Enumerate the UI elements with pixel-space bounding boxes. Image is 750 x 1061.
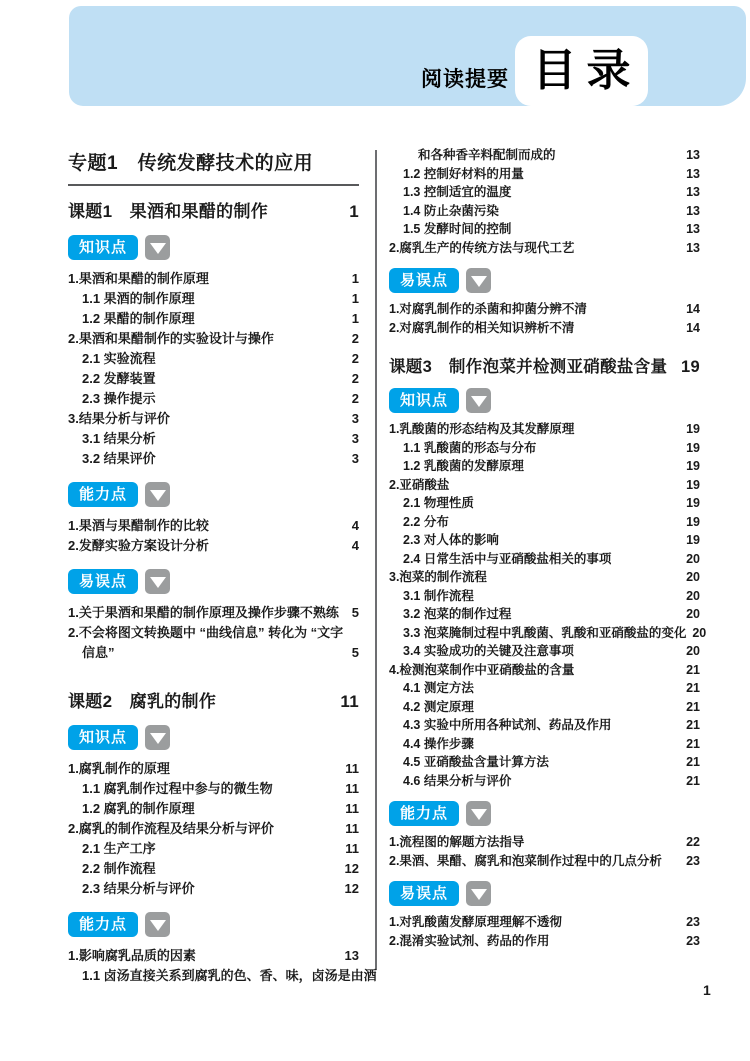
toc-item-text: 2.1 生产工序 [82,841,156,856]
lesson-title: 课题2 腐乳的制作 [68,692,217,711]
toc-item-page-number: 23 [686,915,700,929]
toc-item [389,420,700,439]
lesson-heading [68,197,359,222]
triangle-down-icon [466,881,491,906]
toc-item [68,946,359,966]
toc-item-text: 2.3 对人体的影响 [403,533,499,547]
triangle-down-icon [145,569,170,594]
triangle-down-icon [145,235,170,260]
lesson-title: 课题3 制作泡菜并检测亚硝酸盐含量 [389,358,668,376]
toc-item-page-number: 19 [686,496,700,510]
toc-item-text: 1.果酒与果醋制作的比较 [68,518,209,533]
toc-item-text: 1.4 防止杂菌污染 [403,203,499,218]
toc-item-page-number: 19 [686,477,700,492]
toc-item-text: 2.混淆实验试剂、药品的作用 [389,933,550,948]
toc-item [389,531,700,550]
toc-item [68,779,359,799]
toc-item-page-number: 19 [686,422,700,436]
toc-item [389,661,700,680]
toc-item-text: 4.检测泡菜制作中亚硝酸盐的含量 [389,662,575,677]
toc-item-text: 2.2 发酵装置 [82,371,156,386]
toc-item-page-number: 14 [686,320,700,335]
lesson-heading [389,353,700,377]
toc-item [389,735,700,754]
toc-item-text: 2.腐乳的制作流程及结果分析与评价 [68,821,274,836]
toc-item [389,587,700,606]
lesson-page-number: 11 [340,692,359,711]
toc-item [389,319,700,338]
toc-item [389,679,700,698]
toc-item-text: 2.亚硝酸盐 [389,477,450,492]
toc-item-text: 4.3 实验中所用各种试剂、药品及作用 [403,718,612,732]
toc-item-text: 1.2 乳酸菌的发酵原理 [403,459,524,473]
toc-item-page-number: 21 [686,662,700,677]
toc-item-text: 4.1 测定方法 [403,681,474,695]
toc-item-page-number: 1 [351,271,359,286]
badge-knowledge-point: 知识点 [389,388,459,413]
toc-item-page-number: 13 [686,166,700,181]
toc-item-page-number: 19 [686,533,700,547]
toc-item-text: 1.1 卤汤直接关系到腐乳的色、香、味，卤汤是由酒 [82,968,377,983]
toc-item-text: 2.发酵实验方案设计分析 [68,538,209,553]
toc-item-page-number: 11 [345,841,359,856]
toc-item [68,349,359,369]
triangle-down-icon [145,725,170,750]
toc-item [389,239,700,258]
badge-ability-point: 能力点 [68,912,138,937]
toc-item [389,439,700,458]
toc-item [68,879,359,899]
unit-heading: 专题1 传统发酵技术的应用 [68,148,359,186]
toc-item-text: 2.3 操作提示 [82,391,156,406]
toc-item-text: 1.对腐乳制作的杀菌和抑菌分辨不清 [389,302,587,316]
toc-item-page-number: 21 [686,736,700,751]
toc-item-text: 1.影响腐乳品质的因素 [68,948,196,963]
toc-item-text: 2.对腐乳制作的相关知识辨析不清 [389,320,575,335]
toc-item-text: 1.1 腐乳制作过程中参与的微生物 [82,781,273,796]
toc-item-page-number: 22 [686,835,700,849]
triangle-glyph [150,733,166,744]
toc-item-text: 3.1 结果分析 [82,431,156,446]
section-badge-row [68,482,359,507]
triangle-glyph [471,396,487,407]
toc-item [68,859,359,879]
left-column [68,148,377,986]
toc-item [389,146,700,165]
toc-item [389,913,700,932]
toc-item [389,457,700,476]
page-title: 目录 [532,46,641,95]
toc-item-page-number: 19 [686,459,700,473]
toc-item-text: 1.果酒和果醋的制作原理 [68,271,209,286]
toc-item [68,966,377,986]
toc-item [68,839,359,859]
toc-item-text: 4.5 亚硝酸盐含量计算方法 [403,755,549,769]
toc-item-page-number: 2 [351,391,359,406]
toc-item-page-number: 21 [686,699,700,714]
toc-item-text: 1.2 腐乳的制作原理 [82,801,195,816]
toc-item [389,642,700,661]
toc-item-page-number: 13 [686,240,700,255]
toc-item-text: 1.流程图的解题方法指导 [389,835,525,849]
toc-item [68,429,359,449]
toc-item-text: 3.泡菜的制作流程 [389,570,487,584]
toc-item-page-number: 20 [686,588,700,603]
triangle-glyph [471,889,487,900]
section-badge-row [68,725,359,750]
toc-item-text: 1.2 果醋的制作原理 [82,311,195,326]
toc-item-page-number: 12 [344,881,359,896]
toc-item [68,269,359,289]
toc-item-page-number: 4 [351,538,359,553]
toc-item [389,202,700,221]
toc-item [389,183,700,202]
toc-item-page-number: 5 [351,605,359,620]
toc-item-text: 3.4 实验成功的关键及注意事项 [403,644,574,658]
toc-item-text: 2.2 分布 [403,514,449,529]
toc-item-text: 1.关于果酒和果醋的制作原理及操作步骤不熟练 [68,605,339,620]
toc-item [389,624,707,643]
toc-item-text: 2.3 结果分析与评价 [82,881,195,896]
toc-item-page-number: 14 [686,302,700,316]
toc-item-page-number: 2 [351,371,359,386]
toc-item-page-number: 13 [686,203,700,218]
toc-item [389,568,700,587]
toc-item-text: 1.3 控制适宜的温度 [403,185,512,199]
toc-item-page-number: 23 [686,853,700,868]
toc-item-text: 3.3 泡菜腌制过程中乳酸菌、乳酸和亚硝酸盐的变化 [403,625,687,640]
toc-item-text: 4.6 结果分析与评价 [403,773,512,788]
section-badge-row [389,881,700,906]
section-badge-row [68,569,359,594]
toc-item-page-number: 21 [686,773,700,788]
toc-item [389,852,700,871]
toc-item-text: 4.2 测定原理 [403,699,474,714]
badge-error-prone-point: 易误点 [389,881,459,906]
toc-item-page-number: 3 [351,411,359,426]
toc-item-text: 2.4 日常生活中与亚硝酸盐相关的事项 [403,551,612,566]
toc-item-page-number: 19 [686,440,700,455]
toc-item [389,220,700,239]
toc-item [68,536,359,556]
toc-item-page-number: 21 [686,755,700,769]
section-badge-row [389,801,700,826]
toc-item-text: 1.对乳酸菌发酵原理理解不透彻 [389,915,562,929]
toc-item [68,389,359,409]
page-number: 1 [703,982,711,998]
toc-item [389,716,700,735]
lesson-heading [68,687,359,712]
toc-item [68,516,359,536]
toc-item-page-number: 20 [692,625,707,640]
badge-error-prone-point: 易误点 [68,569,138,594]
toc-item-text: 3.2 结果评价 [82,451,156,466]
toc-item-page-number: 3 [351,451,359,466]
triangle-down-icon [466,268,491,293]
toc-item-page-number: 1 [351,291,359,306]
toc-item-text: 2.1 物理性质 [403,496,474,510]
toc-item [389,550,700,569]
toc-item-page-number: 11 [345,821,359,836]
section-badge-row [68,912,359,937]
badge-knowledge-point: 知识点 [68,235,138,260]
toc-item-text: 1.腐乳制作的原理 [68,761,170,776]
toc-item [389,300,700,319]
toc-item-text: 1.2 控制好材料的用量 [403,166,524,181]
toc-item-page-number: 13 [686,148,700,162]
lesson-title: 课题1 果酒和果醋的制作 [68,202,269,221]
toc-item-text: 和各种香辛料配制而成的 [418,148,556,162]
section-badge-row [389,388,700,413]
toc-item-page-number: 21 [686,681,700,695]
toc-item-text: 3.结果分析与评价 [68,411,170,426]
triangle-glyph [150,577,166,588]
triangle-glyph [150,490,166,501]
toc-item [389,165,700,184]
triangle-glyph [150,243,166,254]
toc-item-page-number: 13 [344,948,359,963]
triangle-down-icon [145,482,170,507]
toc-item [389,513,700,532]
toc-item-page-number: 11 [345,781,359,796]
toc-item-page-number: 2 [351,351,359,366]
toc-item-page-number: 11 [345,761,359,776]
toc-item [389,932,700,951]
badge-error-prone-point: 易误点 [389,268,459,293]
toc-item [68,329,359,349]
toc-item [389,772,700,791]
toc-item-page-number: 23 [686,933,700,948]
column-divider [375,150,377,970]
toc-item-text: 2.果酒、果醋、腐乳和泡菜制作过程中的几点分析 [389,853,662,868]
badge-knowledge-point: 知识点 [68,725,138,750]
toc-item-text: 2.不会将图文转换题中 “曲线信息” 转化为 “文字 [68,625,344,640]
badge-ability-point: 能力点 [389,801,459,826]
section-badge-row [389,268,700,293]
toc-item [68,643,359,663]
toc-item [389,833,700,852]
lesson-page-number: 1 [349,202,359,221]
toc-item-page-number: 12 [344,861,359,876]
toc-item-text: 信息” [82,645,115,660]
toc-item-text: 2.果酒和果醋制作的实验设计与操作 [68,331,274,346]
toc-item-page-number: 4 [351,518,359,533]
section-badge-row [68,235,359,260]
toc-item-text: 2.1 实验流程 [82,351,156,366]
header-band [69,6,746,106]
toc-item-page-number: 20 [686,551,700,566]
toc-item-page-number: 1 [351,311,359,326]
badge-ability-point: 能力点 [68,482,138,507]
toc-item-page-number: 20 [686,644,700,658]
toc-item-page-number: 11 [345,801,359,816]
triangle-glyph [471,809,487,820]
triangle-glyph [150,920,166,931]
toc-item-text: 3.1 制作流程 [403,588,474,603]
lesson-page-number: 19 [681,358,700,376]
toc-item-text: 3.2 泡菜的制作过程 [403,607,512,621]
toc-item [68,409,359,429]
toc-item [68,309,359,329]
toc-item [389,698,700,717]
toc-item-page-number: 20 [686,607,700,621]
toc-item [68,759,359,779]
toc-item [68,369,359,389]
triangle-down-icon [145,912,170,937]
toc-item-page-number: 20 [686,570,700,584]
toc-item [68,819,359,839]
toc-item-text: 4.4 操作步骤 [403,736,474,751]
toc-item-page-number: 13 [686,185,700,199]
toc-item [389,476,700,495]
toc-item [68,623,359,643]
triangle-glyph [471,276,487,287]
toc-item [68,603,359,623]
toc-item-text: 2.腐乳生产的传统方法与现代工艺 [389,240,575,255]
toc-item [389,605,700,624]
toc-item-text: 1.1 果酒的制作原理 [82,291,195,306]
toc-item [68,289,359,309]
toc-item [68,799,359,819]
toc-item-text: 1.1 乳酸菌的形态与分布 [403,440,537,455]
reading-summary-label: 阅读提要 [421,68,509,91]
right-column [389,146,707,950]
toc-item-page-number: 5 [351,645,359,660]
toc-item-page-number: 21 [686,718,700,732]
toc-title-box [515,36,648,106]
toc-item-page-number: 13 [686,222,700,236]
triangle-down-icon [466,388,491,413]
toc-item-page-number: 2 [351,331,359,346]
toc-item-page-number: 3 [351,431,359,446]
toc-item [389,753,700,772]
toc-item [68,449,359,469]
toc-item [389,494,700,513]
toc-item-text: 2.2 制作流程 [82,861,156,876]
toc-item-text: 1.5 发酵时间的控制 [403,222,512,236]
toc-item-page-number: 19 [686,514,700,529]
toc-item-text: 1.乳酸菌的形态结构及其发酵原理 [389,422,575,436]
triangle-down-icon [466,801,491,826]
